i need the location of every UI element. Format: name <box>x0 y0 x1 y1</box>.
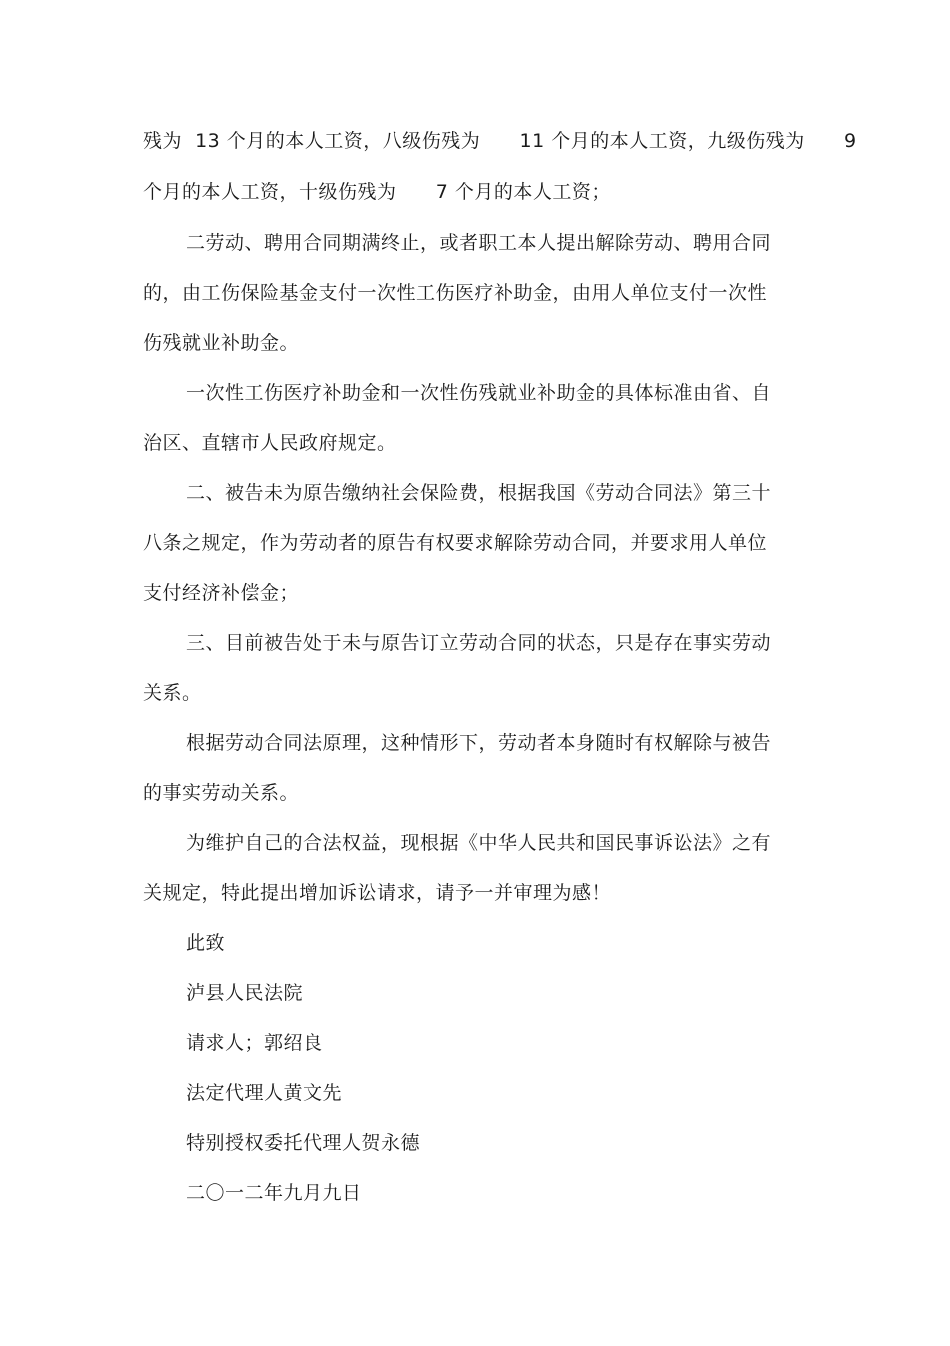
document-date: 二〇一二年九月九日 <box>186 1182 362 1204</box>
paragraph-start: 二、被告未为原告缴纳社会保险费，根据我国《劳动合同法》第三十 <box>186 482 772 504</box>
salutation: 此致 <box>186 932 226 954</box>
petitioner: 请求人；郭绍良 <box>186 1032 323 1054</box>
paragraph-start: 一次性工伤医疗补助金和一次性伤残就业补助金的具体标准由省、自 <box>186 382 772 404</box>
text-line: 的事实劳动关系。 <box>143 782 300 804</box>
paragraph-start: 为维护自己的合法权益，现根据《中华人民共和国民事诉讼法》之有 <box>186 832 772 854</box>
text-line: 治区、直辖市人民政府规定。 <box>143 432 397 454</box>
text-line: 关规定，特此提出增加诉讼请求，请予一并审理为感！ <box>143 882 612 904</box>
authorized-agent: 特别授权委托代理人贺永德 <box>186 1132 421 1154</box>
text-line: 关系。 <box>143 682 202 704</box>
text-line: 残为 13 个月的本人工资，八级伤残为 11 个月的本人工资，九级伤残为 9 <box>143 130 857 152</box>
text-line: 伤残就业补助金。 <box>143 332 300 354</box>
text-line: 的，由工伤保险基金支付一次性工伤医疗补助金，由用人单位支付一次性 <box>143 282 768 304</box>
recipient-court: 泸县人民法院 <box>186 982 304 1004</box>
text-line: 支付经济补偿金； <box>143 582 300 604</box>
paragraph-start: 根据劳动合同法原理，这种情形下，劳动者本身随时有权解除与被告 <box>186 732 772 754</box>
paragraph-start: 三、目前被告处于未与原告订立劳动合同的状态，只是存在事实劳动 <box>186 632 772 654</box>
paragraph-start: 二劳动、聘用合同期满终止，或者职工本人提出解除劳动、聘用合同 <box>186 232 772 254</box>
text-line: 个月的本人工资，十级伤残为 7 个月的本人工资； <box>143 181 611 203</box>
legal-representative: 法定代理人黄文先 <box>186 1082 343 1104</box>
text-line: 八条之规定，作为劳动者的原告有权要求解除劳动合同，并要求用人单位 <box>143 532 768 554</box>
